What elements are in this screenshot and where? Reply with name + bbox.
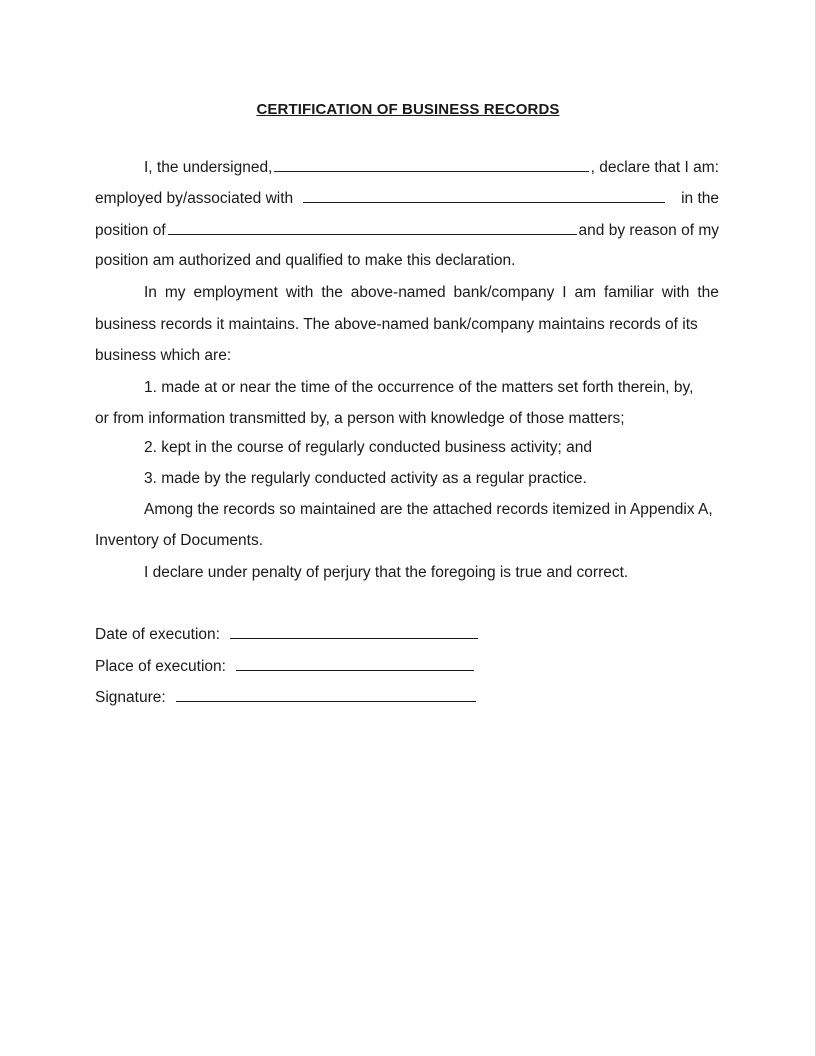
date-field[interactable] <box>230 624 478 639</box>
employer-field[interactable] <box>303 188 665 203</box>
employment-line-word: my <box>164 284 186 301</box>
perjury-declaration: I declare under penalty of perjury that the foregoing is true and correct. <box>144 564 629 581</box>
signature-label: Signature: <box>95 689 166 706</box>
employment-line-word: with <box>661 284 690 301</box>
undersigned-line <box>95 157 719 178</box>
employment-line-word: with <box>285 284 314 301</box>
in-the-label: in the <box>681 190 719 207</box>
reason-label: and by reason of my <box>578 222 719 239</box>
inventory-line: Inventory of Documents. <box>95 532 263 549</box>
date-of-execution-row <box>95 624 478 645</box>
employment-line-word: familiar <box>603 284 654 301</box>
document-title: CERTIFICATION OF BUSINESS RECORDS <box>256 101 560 118</box>
employment-line-word: In <box>144 284 157 301</box>
employment-line-word: am <box>574 284 597 301</box>
employment-line-word: employment <box>193 284 278 301</box>
undersigned-name-field[interactable] <box>274 157 588 172</box>
position-label: position of <box>95 222 166 239</box>
date-label: Date of execution: <box>95 626 220 643</box>
employer-label: employed by/associated with <box>95 190 294 207</box>
position-line <box>95 220 719 241</box>
signature-row <box>95 687 476 708</box>
place-of-execution-row <box>95 656 474 677</box>
employment-line-word: above-named <box>350 284 446 301</box>
employment-line-word: the <box>321 284 343 301</box>
employer-line <box>95 188 719 209</box>
item-1-line-1: 1. made at or near the time of the occurrence of the matters set forth therein, by, <box>144 379 694 396</box>
place-field[interactable] <box>236 656 474 671</box>
undersigned-label: I, the undersigned, <box>144 159 273 176</box>
position-field[interactable] <box>168 220 577 235</box>
records-line: business records it maintains. The above-named bank/company maintains records of its <box>95 316 698 333</box>
place-label: Place of execution: <box>95 658 226 675</box>
signature-field[interactable] <box>176 687 476 702</box>
item-2: 2. kept in the course of regularly conducted business activity; and <box>144 439 593 456</box>
declare-label: , declare that I am: <box>590 159 719 176</box>
item-1-line-2: or from information transmitted by, a person with knowledge of those matters; <box>95 410 625 427</box>
employment-line-word: I <box>562 284 567 301</box>
authorized-line: position am authorized and qualified to make this declaration. <box>95 252 516 269</box>
employment-line-word: the <box>697 284 719 301</box>
employment-line-word: bank/company <box>453 284 555 301</box>
item-3: 3. made by the regularly conducted activity as a regular practice. <box>144 470 587 487</box>
business-which-line: business which are: <box>95 347 232 364</box>
employment-line <box>95 283 719 303</box>
records-maintained-line: Among the records so maintained are the attached records itemized in Appendix A, <box>144 501 713 518</box>
